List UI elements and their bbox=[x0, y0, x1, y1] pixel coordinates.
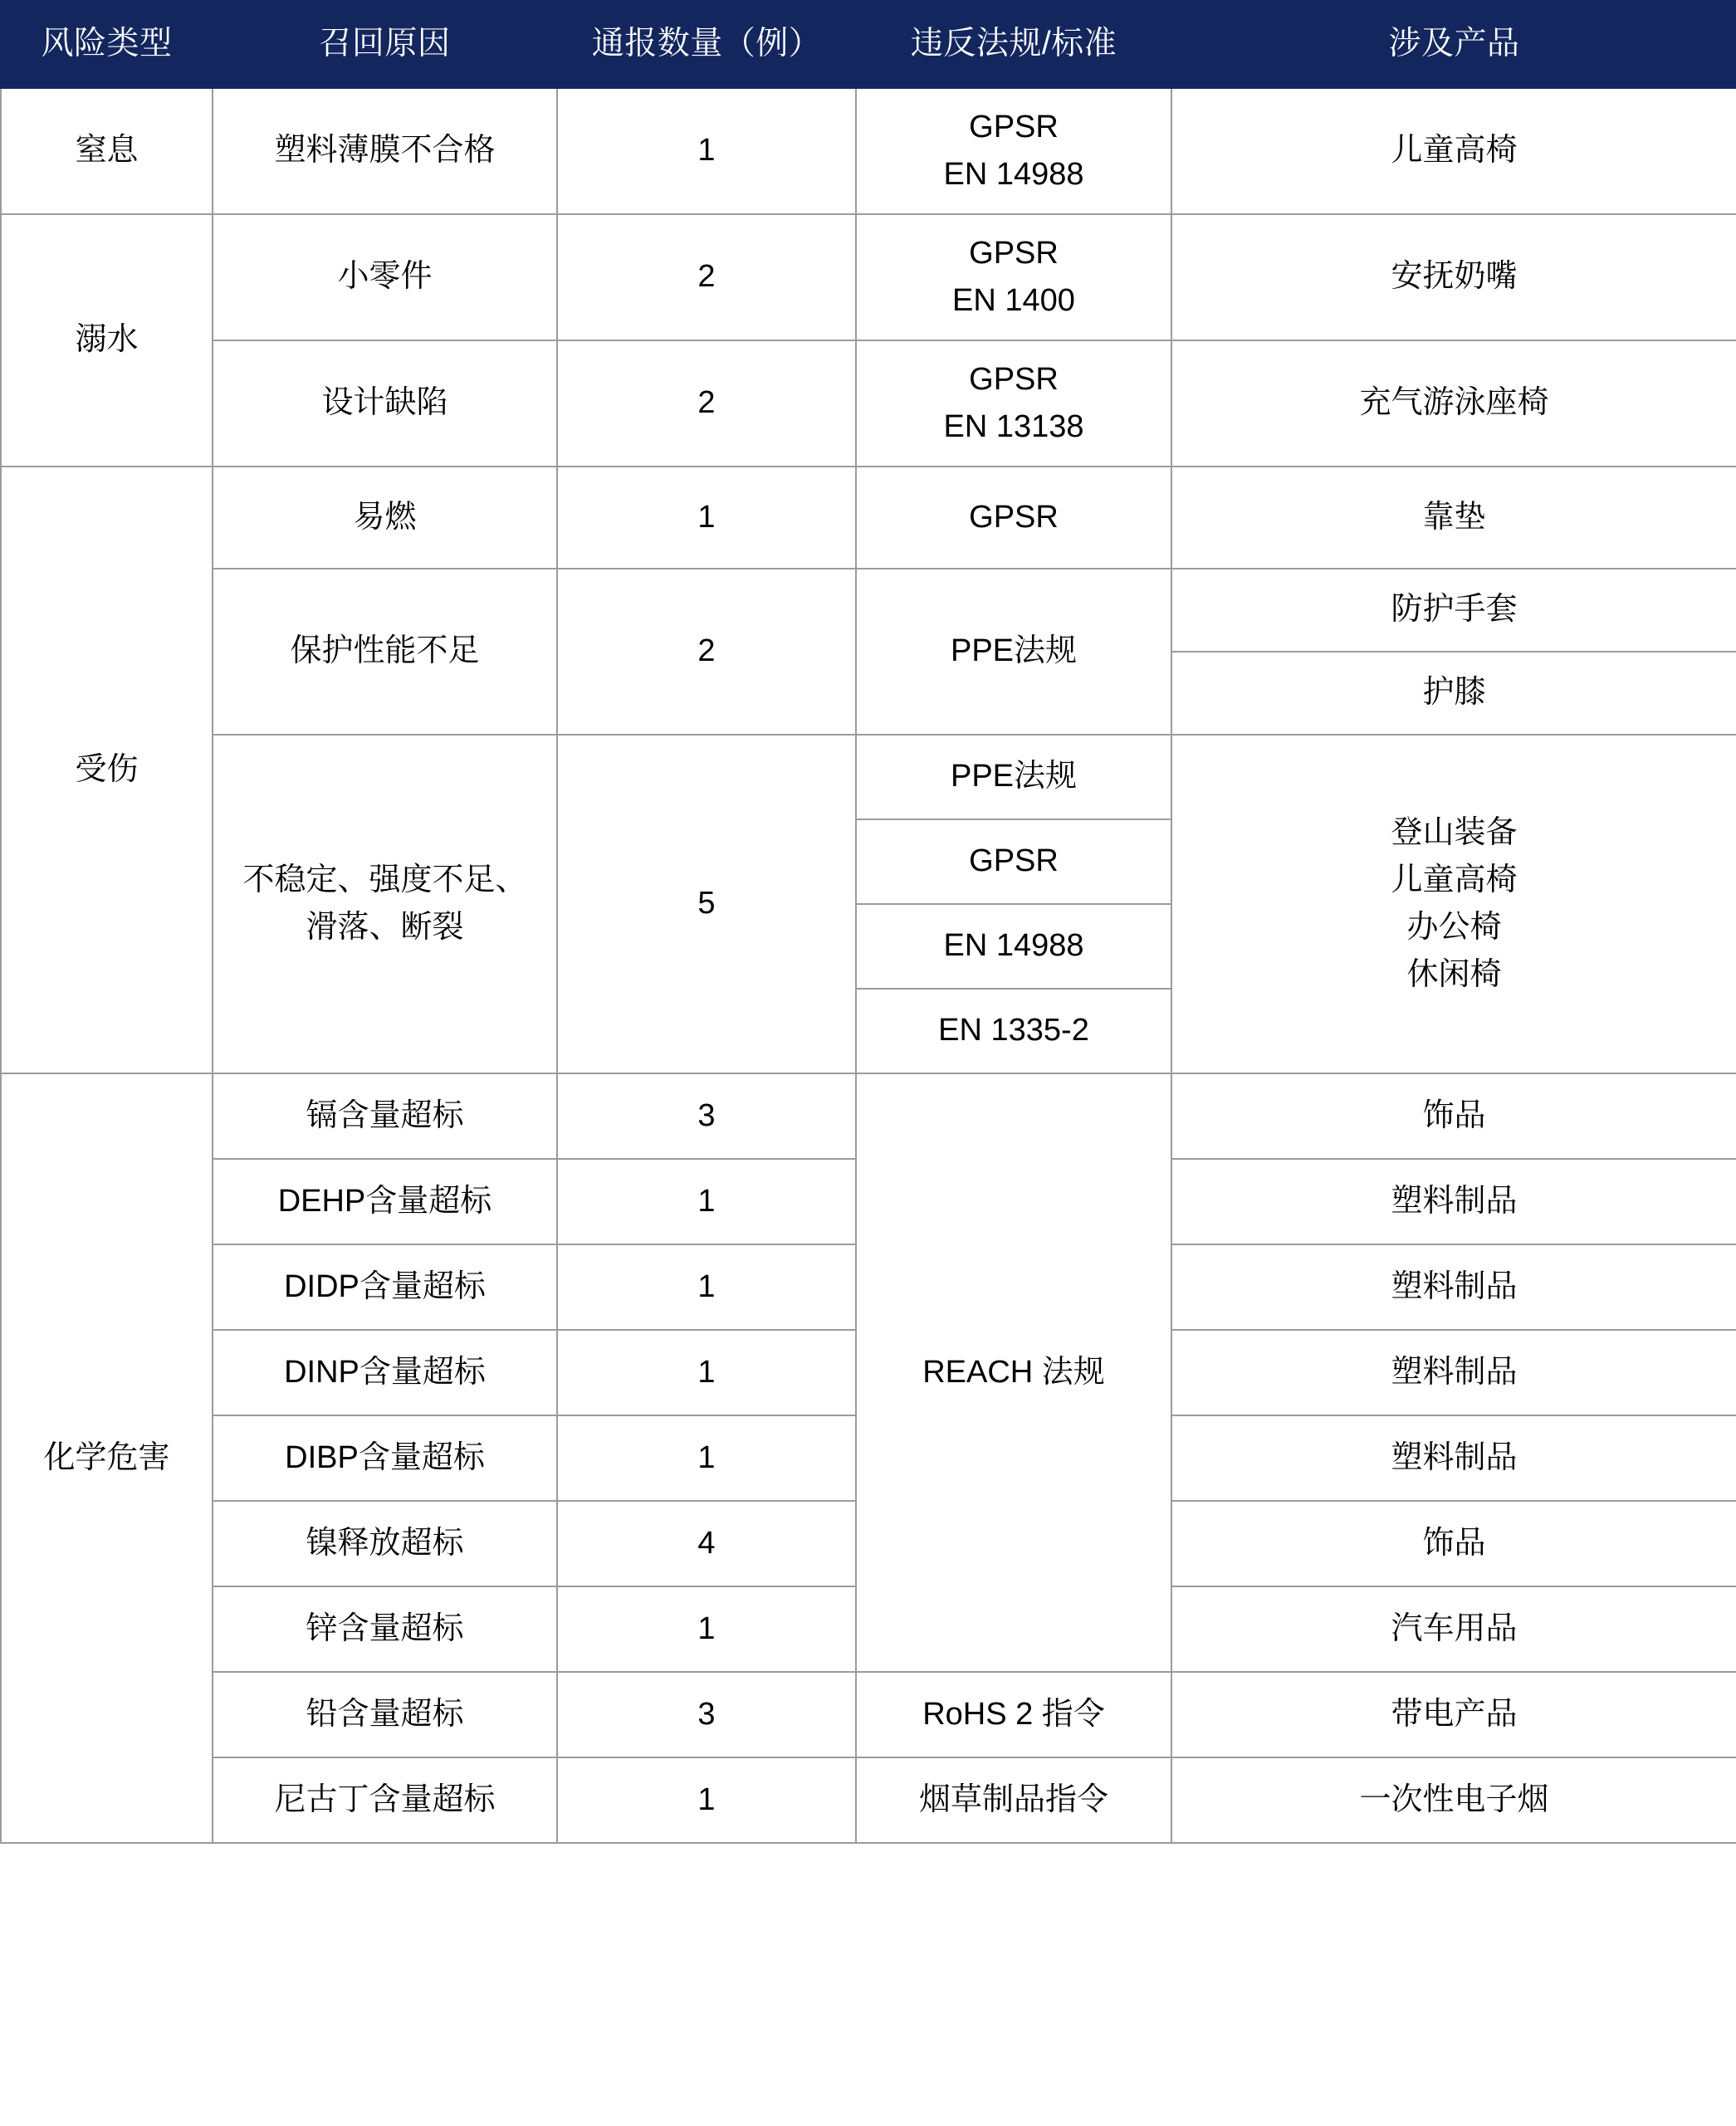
cell-count: 3 bbox=[557, 1073, 856, 1159]
table-row bbox=[1, 467, 1736, 569]
cell-count: 2 bbox=[557, 569, 856, 735]
cell-count: 1 bbox=[557, 88, 856, 214]
product-line-4: 休闲椅 bbox=[1406, 956, 1502, 992]
cell-count: 1 bbox=[557, 467, 856, 569]
cell-product: 一次性电子烟 bbox=[1171, 1757, 1736, 1843]
cell-regulation: GPSR bbox=[856, 819, 1171, 904]
regulation-line-1: GPSR bbox=[969, 235, 1059, 271]
table-row bbox=[1, 340, 1736, 467]
cell-product: 护膝 bbox=[1171, 652, 1736, 735]
cell-product: 靠垫 bbox=[1171, 467, 1736, 569]
cell-recall-reason bbox=[213, 735, 557, 1073]
cell-regulation bbox=[856, 214, 1171, 340]
cell-recall-reason: DINP含量超标 bbox=[213, 1330, 557, 1415]
cell-recall-reason: 易燃 bbox=[213, 467, 557, 569]
product-line-3: 办公椅 bbox=[1406, 909, 1502, 945]
cell-regulation: RoHS 2 指令 bbox=[856, 1672, 1171, 1757]
cell-count: 2 bbox=[557, 340, 856, 467]
cell-recall-reason: DIDP含量超标 bbox=[213, 1244, 557, 1330]
cell-count: 1 bbox=[557, 1586, 856, 1672]
cell-recall-reason: DEHP含量超标 bbox=[213, 1159, 557, 1244]
cell-regulation: EN 14988 bbox=[856, 904, 1171, 989]
table-row bbox=[1, 1073, 1736, 1159]
cell-recall-reason: 铅含量超标 bbox=[213, 1672, 557, 1757]
product-line-2: 儿童高椅 bbox=[1391, 862, 1518, 897]
column-header-notification-count: 通报数量（例） bbox=[557, 1, 856, 88]
cell-regulation: EN 1335-2 bbox=[856, 989, 1171, 1073]
column-header-regulation: 违反法规/标准 bbox=[856, 1, 1171, 88]
cell-product: 充气游泳座椅 bbox=[1171, 340, 1736, 467]
product-line-1: 登山装备 bbox=[1391, 814, 1518, 850]
cell-product: 塑料制品 bbox=[1171, 1159, 1736, 1244]
cell-risk-type: 窒息 bbox=[1, 88, 213, 214]
cell-risk-type: 化学危害 bbox=[1, 1073, 213, 1843]
cell-product: 汽车用品 bbox=[1171, 1586, 1736, 1672]
cell-risk-type: 受伤 bbox=[1, 467, 213, 1073]
cell-product: 塑料制品 bbox=[1171, 1330, 1736, 1415]
cell-product: 带电产品 bbox=[1171, 1672, 1736, 1757]
cell-recall-reason: 锌含量超标 bbox=[213, 1586, 557, 1672]
cell-regulation: GPSR bbox=[856, 467, 1171, 569]
regulation-line-2: EN 13138 bbox=[943, 408, 1084, 444]
cell-count: 2 bbox=[557, 214, 856, 340]
cell-product: 饰品 bbox=[1171, 1073, 1736, 1159]
table-row bbox=[1, 735, 1736, 819]
cell-recall-reason: 塑料薄膜不合格 bbox=[213, 88, 557, 214]
cell-count: 1 bbox=[557, 1415, 856, 1501]
table-row bbox=[1, 569, 1736, 652]
cell-recall-reason: 设计缺陷 bbox=[213, 340, 557, 467]
regulation-line-1: GPSR bbox=[969, 109, 1059, 144]
cell-count: 1 bbox=[557, 1757, 856, 1843]
regulation-line-2: EN 1400 bbox=[952, 282, 1075, 318]
cell-product: 塑料制品 bbox=[1171, 1415, 1736, 1501]
cell-product: 塑料制品 bbox=[1171, 1244, 1736, 1330]
cell-count: 3 bbox=[557, 1672, 856, 1757]
cell-product: 防护手套 bbox=[1171, 569, 1736, 652]
cell-count: 5 bbox=[557, 735, 856, 1073]
table-row bbox=[1, 214, 1736, 340]
regulation-line-1: GPSR bbox=[969, 361, 1059, 397]
column-header-recall-reason: 召回原因 bbox=[213, 1, 557, 88]
recall-reason-line-2: 滑落、断裂 bbox=[306, 909, 464, 945]
cell-product: 饰品 bbox=[1171, 1501, 1736, 1586]
cell-regulation: 烟草制品指令 bbox=[856, 1757, 1171, 1843]
cell-product: 安抚奶嘴 bbox=[1171, 214, 1736, 340]
cell-recall-reason: 镉含量超标 bbox=[213, 1073, 557, 1159]
cell-count: 1 bbox=[557, 1244, 856, 1330]
cell-count: 1 bbox=[557, 1330, 856, 1415]
cell-regulation bbox=[856, 340, 1171, 467]
cell-recall-reason: 保护性能不足 bbox=[213, 569, 557, 735]
recall-reason-line-1: 不稳定、强度不足、 bbox=[242, 862, 527, 897]
cell-product: 儿童高椅 bbox=[1171, 88, 1736, 214]
cell-recall-reason: 镍释放超标 bbox=[213, 1501, 557, 1586]
cell-count: 4 bbox=[557, 1501, 856, 1586]
table-row bbox=[1, 1757, 1736, 1843]
cell-product bbox=[1171, 735, 1736, 1073]
cell-count: 1 bbox=[557, 1159, 856, 1244]
regulation-line-2: EN 14988 bbox=[943, 156, 1084, 192]
cell-regulation: REACH 法规 bbox=[856, 1073, 1171, 1672]
cell-recall-reason: 小零件 bbox=[213, 214, 557, 340]
cell-recall-reason: DIBP含量超标 bbox=[213, 1415, 557, 1501]
column-header-risk-type: 风险类型 bbox=[1, 1, 213, 88]
column-header-product: 涉及产品 bbox=[1171, 1, 1736, 88]
cell-recall-reason: 尼古丁含量超标 bbox=[213, 1757, 557, 1843]
table-header-row bbox=[1, 1, 1736, 88]
cell-regulation: PPE法规 bbox=[856, 735, 1171, 819]
cell-regulation: PPE法规 bbox=[856, 569, 1171, 735]
table-row bbox=[1, 88, 1736, 214]
cell-regulation bbox=[856, 88, 1171, 214]
cell-risk-type: 溺水 bbox=[1, 214, 213, 467]
table-row bbox=[1, 1672, 1736, 1757]
